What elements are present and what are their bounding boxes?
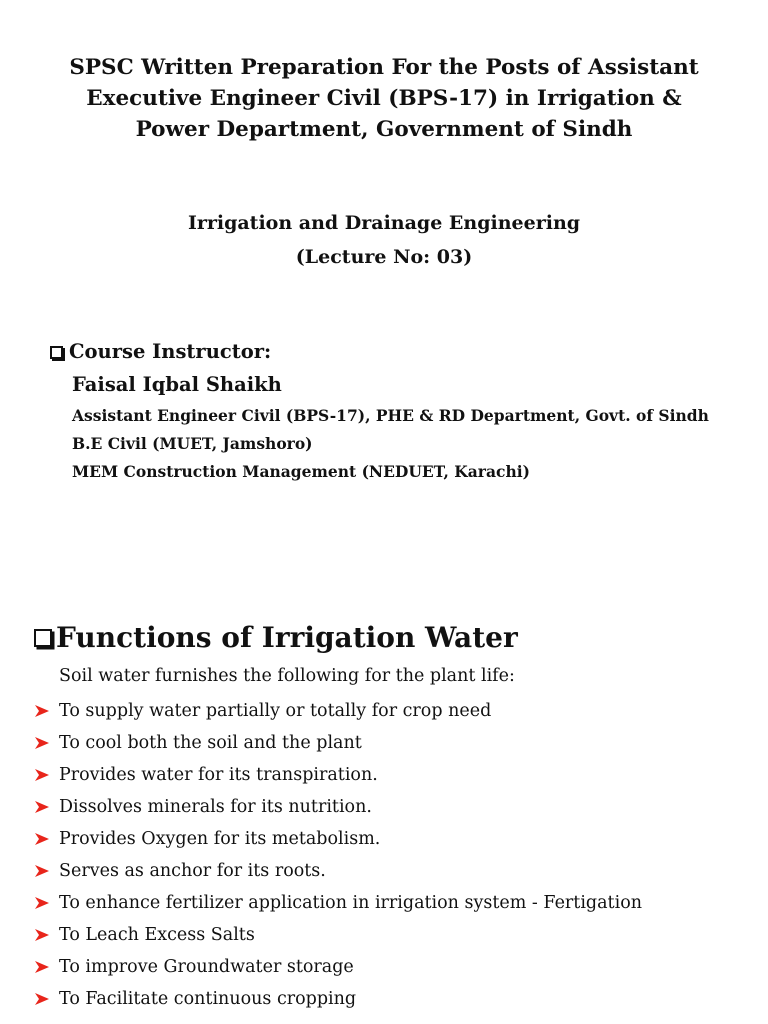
hollow-square-icon — [50, 346, 63, 359]
instructor-masters: MEM Construction Management (NEDUET, Karachi) — [72, 462, 530, 481]
lecture-subtitle — [0, 206, 768, 274]
instructor-heading-label: Course Instructor: — [69, 340, 272, 363]
functions-list — [34, 695, 642, 1015]
instructor-degree: B.E Civil (MUET, Jamshoro) — [72, 434, 313, 453]
list-item — [34, 983, 642, 1015]
list-item — [34, 823, 642, 855]
section-heading-label: Functions of Irrigation Water — [56, 621, 518, 654]
list-item-text: To Leach Excess Salts — [59, 925, 255, 945]
title-line: Executive Engineer Civil (BPS-17) in Irrigation & — [86, 86, 682, 111]
list-item — [34, 887, 642, 919]
title-line: Power Department, Government of Sindh — [135, 117, 633, 142]
lecture-number: (Lecture No: 03) — [295, 246, 473, 268]
list-item — [34, 919, 642, 951]
list-item — [34, 791, 642, 823]
list-item-text: To Facilitate continuous cropping — [59, 989, 357, 1009]
arrow-bullet-icon — [34, 800, 50, 814]
instructor-name: Faisal Iqbal Shaikh — [72, 373, 282, 396]
hollow-square-icon — [34, 629, 52, 647]
list-item-text: Dissolves minerals for its nutrition. — [59, 797, 372, 817]
list-item — [34, 727, 642, 759]
arrow-bullet-icon — [34, 768, 50, 782]
intro-text: Soil water furnishes the following for the plant life: — [59, 666, 515, 686]
slide-functions — [0, 576, 768, 1024]
list-item-text: To supply water partially or totally for crop need — [59, 701, 492, 721]
list-item-text: Provides water for its transpiration. — [59, 765, 378, 785]
list-item — [34, 855, 642, 887]
title-line: SPSC Written Preparation For the Posts of Assistant — [69, 55, 699, 80]
arrow-bullet-icon — [34, 704, 50, 718]
arrow-bullet-icon — [34, 736, 50, 750]
document-title — [0, 52, 768, 145]
list-item-text: Provides Oxygen for its metabolism. — [59, 829, 381, 849]
list-item-text: To improve Groundwater storage — [59, 957, 354, 977]
list-item — [34, 695, 642, 727]
list-item — [34, 951, 642, 983]
arrow-bullet-icon — [34, 928, 50, 942]
arrow-bullet-icon — [34, 960, 50, 974]
list-item-text: To cool both the soil and the plant — [59, 733, 362, 753]
arrow-bullet-icon — [34, 896, 50, 910]
instructor-heading — [50, 336, 709, 368]
section-heading — [34, 618, 518, 658]
arrow-bullet-icon — [34, 864, 50, 878]
list-item-text: To enhance fertilizer application in irrigation system - Fertigation — [59, 893, 642, 913]
list-item — [34, 759, 642, 791]
subject-title: Irrigation and Drainage Engineering — [187, 212, 581, 234]
instructor-section — [50, 336, 709, 486]
instructor-designation: Assistant Engineer Civil (BPS-17), PHE & RD Department, Govt. of Sindh — [72, 406, 709, 425]
arrow-bullet-icon — [34, 992, 50, 1006]
arrow-bullet-icon — [34, 832, 50, 846]
list-item-text: Serves as anchor for its roots. — [59, 861, 326, 881]
